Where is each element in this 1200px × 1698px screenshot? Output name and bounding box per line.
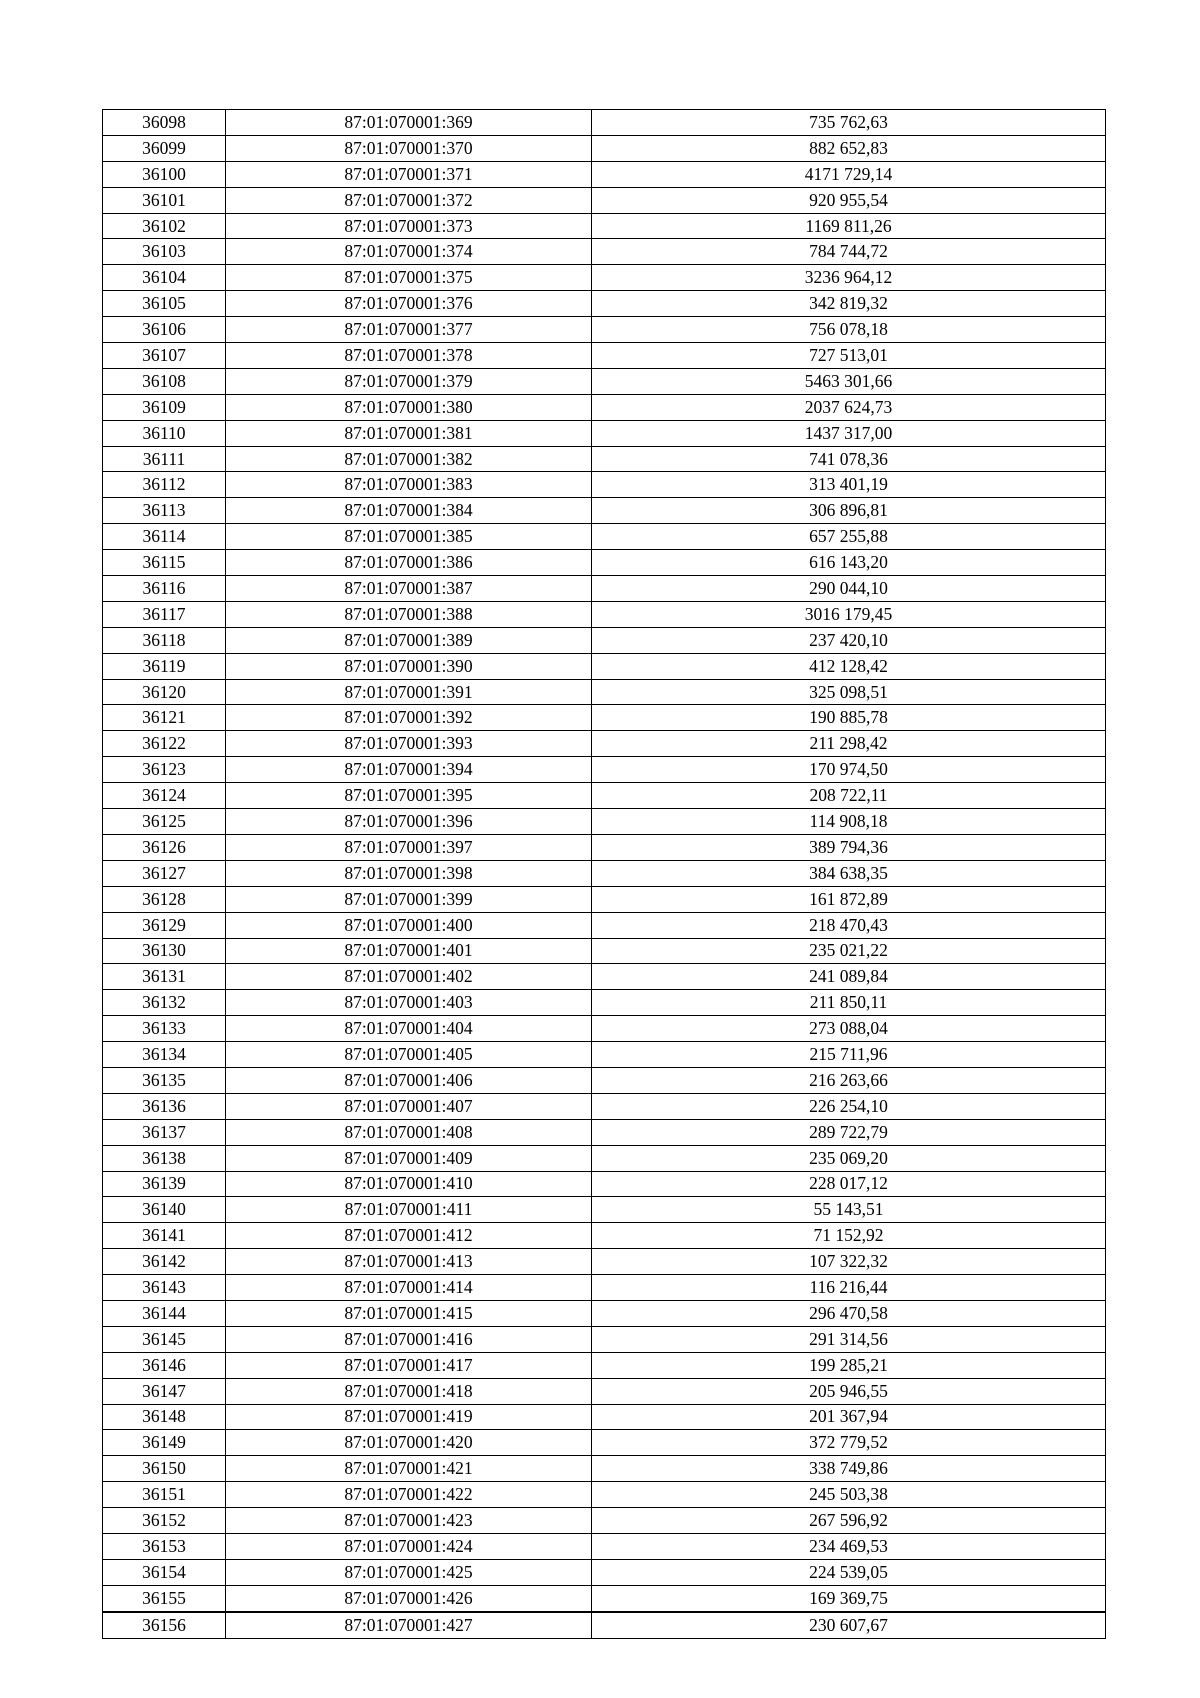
cadastral-number-cell: 87:01:070001:400 xyxy=(226,912,592,938)
cadastral-number-cell: 87:01:070001:372 xyxy=(226,187,592,213)
row-number-cell: 36122 xyxy=(103,731,226,757)
cadastral-value-cell: 230 607,67 xyxy=(592,1612,1106,1638)
row-number-cell: 36099 xyxy=(103,135,226,161)
cadastral-value-cell: 211 298,42 xyxy=(592,731,1106,757)
table-row xyxy=(103,1197,1106,1223)
row-number-cell: 36105 xyxy=(103,291,226,317)
row-number-cell: 36147 xyxy=(103,1378,226,1404)
table-row xyxy=(103,757,1106,783)
table-row xyxy=(103,1249,1106,1275)
cadastral-value-cell: 1169 811,26 xyxy=(592,213,1106,239)
row-number-cell: 36154 xyxy=(103,1559,226,1585)
table-row xyxy=(103,1456,1106,1482)
table-row xyxy=(103,705,1106,731)
cadastral-number-cell: 87:01:070001:425 xyxy=(226,1559,592,1585)
cadastral-value-cell: 306 896,81 xyxy=(592,498,1106,524)
cadastral-number-cell: 87:01:070001:395 xyxy=(226,783,592,809)
cadastral-number-cell: 87:01:070001:427 xyxy=(226,1612,592,1638)
table-row xyxy=(103,161,1106,187)
cadastral-value-cell: 190 885,78 xyxy=(592,705,1106,731)
row-number-cell: 36148 xyxy=(103,1404,226,1430)
cadastral-number-cell: 87:01:070001:370 xyxy=(226,135,592,161)
table-row xyxy=(103,1016,1106,1042)
cadastral-number-cell: 87:01:070001:404 xyxy=(226,1016,592,1042)
table-row xyxy=(103,239,1106,265)
cadastral-value-cell: 234 469,53 xyxy=(592,1533,1106,1559)
cadastral-number-cell: 87:01:070001:373 xyxy=(226,213,592,239)
cadastral-value-cell: 71 152,92 xyxy=(592,1223,1106,1249)
cadastral-value-cell: 338 749,86 xyxy=(592,1456,1106,1482)
cadastral-value-cell: 201 367,94 xyxy=(592,1404,1106,1430)
table-row xyxy=(103,1171,1106,1197)
cadastral-number-cell: 87:01:070001:386 xyxy=(226,550,592,576)
cadastral-number-cell: 87:01:070001:424 xyxy=(226,1533,592,1559)
cadastral-number-cell: 87:01:070001:410 xyxy=(226,1171,592,1197)
cadastral-number-cell: 87:01:070001:415 xyxy=(226,1300,592,1326)
table-row xyxy=(103,187,1106,213)
cadastral-value-cell: 224 539,05 xyxy=(592,1559,1106,1585)
row-number-cell: 36103 xyxy=(103,239,226,265)
row-number-cell: 36144 xyxy=(103,1300,226,1326)
table-row xyxy=(103,1508,1106,1534)
cadastral-value-cell: 389 794,36 xyxy=(592,834,1106,860)
cadastral-number-cell: 87:01:070001:371 xyxy=(226,161,592,187)
cadastral-value-cell: 228 017,12 xyxy=(592,1171,1106,1197)
table-row xyxy=(103,1223,1106,1249)
cadastral-number-cell: 87:01:070001:397 xyxy=(226,834,592,860)
cadastral-value-cell: 2037 624,73 xyxy=(592,394,1106,420)
cadastral-number-cell: 87:01:070001:406 xyxy=(226,1067,592,1093)
cadastral-number-cell: 87:01:070001:384 xyxy=(226,498,592,524)
table-row xyxy=(103,550,1106,576)
row-number-cell: 36110 xyxy=(103,420,226,446)
row-number-cell: 36138 xyxy=(103,1145,226,1171)
table-row xyxy=(103,1612,1106,1638)
cadastral-number-cell: 87:01:070001:385 xyxy=(226,524,592,550)
table-row xyxy=(103,1430,1106,1456)
cadastral-value-cell: 114 908,18 xyxy=(592,809,1106,835)
cadastral-number-cell: 87:01:070001:396 xyxy=(226,809,592,835)
cadastral-number-cell: 87:01:070001:409 xyxy=(226,1145,592,1171)
cadastral-number-cell: 87:01:070001:381 xyxy=(226,420,592,446)
row-number-cell: 36111 xyxy=(103,446,226,472)
row-number-cell: 36131 xyxy=(103,964,226,990)
row-number-cell: 36102 xyxy=(103,213,226,239)
cadastral-value-cell: 882 652,83 xyxy=(592,135,1106,161)
row-number-cell: 36132 xyxy=(103,990,226,1016)
row-number-cell: 36124 xyxy=(103,783,226,809)
row-number-cell: 36141 xyxy=(103,1223,226,1249)
table-row xyxy=(103,627,1106,653)
cadastral-value-table xyxy=(102,109,1106,1639)
cadastral-number-cell: 87:01:070001:394 xyxy=(226,757,592,783)
cadastral-value-cell: 784 744,72 xyxy=(592,239,1106,265)
cadastral-value-cell: 657 255,88 xyxy=(592,524,1106,550)
row-number-cell: 36121 xyxy=(103,705,226,731)
cadastral-number-cell: 87:01:070001:403 xyxy=(226,990,592,1016)
row-number-cell: 36146 xyxy=(103,1352,226,1378)
cadastral-value-cell: 273 088,04 xyxy=(592,1016,1106,1042)
cadastral-value-cell: 342 819,32 xyxy=(592,291,1106,317)
cadastral-value-cell: 5463 301,66 xyxy=(592,368,1106,394)
cadastral-number-cell: 87:01:070001:391 xyxy=(226,679,592,705)
table-row xyxy=(103,834,1106,860)
cadastral-number-cell: 87:01:070001:393 xyxy=(226,731,592,757)
row-number-cell: 36145 xyxy=(103,1326,226,1352)
cadastral-value-cell: 199 285,21 xyxy=(592,1352,1106,1378)
table-row xyxy=(103,938,1106,964)
table-row xyxy=(103,912,1106,938)
table-row xyxy=(103,1378,1106,1404)
cadastral-number-cell: 87:01:070001:411 xyxy=(226,1197,592,1223)
table-row xyxy=(103,1533,1106,1559)
cadastral-number-cell: 87:01:070001:401 xyxy=(226,938,592,964)
table-row xyxy=(103,783,1106,809)
table-row xyxy=(103,990,1106,1016)
row-number-cell: 36098 xyxy=(103,110,226,136)
row-number-cell: 36104 xyxy=(103,265,226,291)
table-row xyxy=(103,1145,1106,1171)
row-number-cell: 36107 xyxy=(103,343,226,369)
row-number-cell: 36101 xyxy=(103,187,226,213)
table-row xyxy=(103,1300,1106,1326)
table-row xyxy=(103,809,1106,835)
cadastral-value-cell: 3016 179,45 xyxy=(592,601,1106,627)
table-row xyxy=(103,472,1106,498)
cadastral-number-cell: 87:01:070001:374 xyxy=(226,239,592,265)
table-row xyxy=(103,1404,1106,1430)
row-number-cell: 36137 xyxy=(103,1119,226,1145)
cadastral-value-cell: 756 078,18 xyxy=(592,317,1106,343)
row-number-cell: 36109 xyxy=(103,394,226,420)
row-number-cell: 36117 xyxy=(103,601,226,627)
cadastral-number-cell: 87:01:070001:426 xyxy=(226,1585,592,1611)
cadastral-value-cell: 241 089,84 xyxy=(592,964,1106,990)
cadastral-value-cell: 384 638,35 xyxy=(592,860,1106,886)
cadastral-value-cell: 4171 729,14 xyxy=(592,161,1106,187)
cadastral-number-cell: 87:01:070001:418 xyxy=(226,1378,592,1404)
cadastral-number-cell: 87:01:070001:399 xyxy=(226,886,592,912)
cadastral-number-cell: 87:01:070001:412 xyxy=(226,1223,592,1249)
cadastral-number-cell: 87:01:070001:378 xyxy=(226,343,592,369)
table-row xyxy=(103,1119,1106,1145)
cadastral-number-cell: 87:01:070001:420 xyxy=(226,1430,592,1456)
row-number-cell: 36125 xyxy=(103,809,226,835)
cadastral-number-cell: 87:01:070001:402 xyxy=(226,964,592,990)
table-row xyxy=(103,420,1106,446)
cadastral-value-cell: 116 216,44 xyxy=(592,1275,1106,1301)
cadastral-value-cell: 313 401,19 xyxy=(592,472,1106,498)
cadastral-value-cell: 920 955,54 xyxy=(592,187,1106,213)
table-row xyxy=(103,731,1106,757)
row-number-cell: 36113 xyxy=(103,498,226,524)
row-number-cell: 36151 xyxy=(103,1482,226,1508)
table-row xyxy=(103,576,1106,602)
cadastral-value-cell: 107 322,32 xyxy=(592,1249,1106,1275)
row-number-cell: 36153 xyxy=(103,1533,226,1559)
cadastral-number-cell: 87:01:070001:387 xyxy=(226,576,592,602)
cadastral-value-cell: 237 420,10 xyxy=(592,627,1106,653)
row-number-cell: 36129 xyxy=(103,912,226,938)
cadastral-value-cell: 727 513,01 xyxy=(592,343,1106,369)
cadastral-value-cell: 3236 964,12 xyxy=(592,265,1106,291)
cadastral-number-cell: 87:01:070001:377 xyxy=(226,317,592,343)
table-row xyxy=(103,368,1106,394)
cadastral-value-cell: 372 779,52 xyxy=(592,1430,1106,1456)
table-row xyxy=(103,135,1106,161)
table-body xyxy=(103,110,1106,1639)
table-row xyxy=(103,1352,1106,1378)
table-row xyxy=(103,601,1106,627)
row-number-cell: 36130 xyxy=(103,938,226,964)
row-number-cell: 36135 xyxy=(103,1067,226,1093)
cadastral-value-cell: 412 128,42 xyxy=(592,653,1106,679)
table-row xyxy=(103,1326,1106,1352)
row-number-cell: 36119 xyxy=(103,653,226,679)
row-number-cell: 36134 xyxy=(103,1042,226,1068)
row-number-cell: 36143 xyxy=(103,1275,226,1301)
cadastral-number-cell: 87:01:070001:423 xyxy=(226,1508,592,1534)
cadastral-number-cell: 87:01:070001:416 xyxy=(226,1326,592,1352)
table-row xyxy=(103,524,1106,550)
cadastral-number-cell: 87:01:070001:407 xyxy=(226,1093,592,1119)
cadastral-value-cell: 208 722,11 xyxy=(592,783,1106,809)
cadastral-value-cell: 290 044,10 xyxy=(592,576,1106,602)
row-number-cell: 36155 xyxy=(103,1585,226,1611)
cadastral-value-cell: 169 369,75 xyxy=(592,1585,1106,1611)
cadastral-value-cell: 741 078,36 xyxy=(592,446,1106,472)
row-number-cell: 36149 xyxy=(103,1430,226,1456)
cadastral-number-cell: 87:01:070001:398 xyxy=(226,860,592,886)
cadastral-value-cell: 616 143,20 xyxy=(592,550,1106,576)
cadastral-value-cell: 205 946,55 xyxy=(592,1378,1106,1404)
row-number-cell: 36152 xyxy=(103,1508,226,1534)
table-row xyxy=(103,110,1106,136)
row-number-cell: 36156 xyxy=(103,1612,226,1638)
cadastral-number-cell: 87:01:070001:379 xyxy=(226,368,592,394)
cadastral-number-cell: 87:01:070001:421 xyxy=(226,1456,592,1482)
cadastral-number-cell: 87:01:070001:375 xyxy=(226,265,592,291)
table-row xyxy=(103,265,1106,291)
cadastral-number-cell: 87:01:070001:419 xyxy=(226,1404,592,1430)
cadastral-value-cell: 55 143,51 xyxy=(592,1197,1106,1223)
cadastral-number-cell: 87:01:070001:392 xyxy=(226,705,592,731)
row-number-cell: 36108 xyxy=(103,368,226,394)
row-number-cell: 36139 xyxy=(103,1171,226,1197)
cadastral-value-cell: 267 596,92 xyxy=(592,1508,1106,1534)
table-row xyxy=(103,679,1106,705)
row-number-cell: 36142 xyxy=(103,1249,226,1275)
cadastral-number-cell: 87:01:070001:408 xyxy=(226,1119,592,1145)
cadastral-value-cell: 245 503,38 xyxy=(592,1482,1106,1508)
row-number-cell: 36150 xyxy=(103,1456,226,1482)
cadastral-number-cell: 87:01:070001:382 xyxy=(226,446,592,472)
cadastral-number-cell: 87:01:070001:376 xyxy=(226,291,592,317)
table-row xyxy=(103,886,1106,912)
cadastral-value-cell: 211 850,11 xyxy=(592,990,1106,1016)
table-row xyxy=(103,1275,1106,1301)
cadastral-number-cell: 87:01:070001:383 xyxy=(226,472,592,498)
row-number-cell: 36114 xyxy=(103,524,226,550)
table-row xyxy=(103,446,1106,472)
cadastral-value-cell: 296 470,58 xyxy=(592,1300,1106,1326)
table-row xyxy=(103,1482,1106,1508)
row-number-cell: 36136 xyxy=(103,1093,226,1119)
cadastral-number-cell: 87:01:070001:388 xyxy=(226,601,592,627)
row-number-cell: 36118 xyxy=(103,627,226,653)
cadastral-value-cell: 291 314,56 xyxy=(592,1326,1106,1352)
table-row xyxy=(103,860,1106,886)
cadastral-value-cell: 235 069,20 xyxy=(592,1145,1106,1171)
cadastral-number-cell: 87:01:070001:390 xyxy=(226,653,592,679)
table-row xyxy=(103,498,1106,524)
table-row xyxy=(103,1559,1106,1585)
cadastral-value-cell: 218 470,43 xyxy=(592,912,1106,938)
row-number-cell: 36133 xyxy=(103,1016,226,1042)
row-number-cell: 36123 xyxy=(103,757,226,783)
cadastral-value-cell: 1437 317,00 xyxy=(592,420,1106,446)
table-row xyxy=(103,213,1106,239)
table-row xyxy=(103,1067,1106,1093)
table-row xyxy=(103,653,1106,679)
cadastral-number-cell: 87:01:070001:417 xyxy=(226,1352,592,1378)
row-number-cell: 36112 xyxy=(103,472,226,498)
cadastral-value-cell: 235 021,22 xyxy=(592,938,1106,964)
cadastral-value-cell: 325 098,51 xyxy=(592,679,1106,705)
cadastral-number-cell: 87:01:070001:413 xyxy=(226,1249,592,1275)
table-row xyxy=(103,317,1106,343)
row-number-cell: 36127 xyxy=(103,860,226,886)
cadastral-value-cell: 170 974,50 xyxy=(592,757,1106,783)
row-number-cell: 36120 xyxy=(103,679,226,705)
cadastral-value-cell: 735 762,63 xyxy=(592,110,1106,136)
table-row xyxy=(103,343,1106,369)
row-number-cell: 36126 xyxy=(103,834,226,860)
cadastral-number-cell: 87:01:070001:369 xyxy=(226,110,592,136)
cadastral-number-cell: 87:01:070001:414 xyxy=(226,1275,592,1301)
row-number-cell: 36106 xyxy=(103,317,226,343)
cadastral-value-cell: 161 872,89 xyxy=(592,886,1106,912)
table-row xyxy=(103,394,1106,420)
table-row xyxy=(103,1585,1106,1611)
cadastral-value-cell: 215 711,96 xyxy=(592,1042,1106,1068)
table-row xyxy=(103,291,1106,317)
cadastral-value-cell: 289 722,79 xyxy=(592,1119,1106,1145)
cadastral-number-cell: 87:01:070001:405 xyxy=(226,1042,592,1068)
row-number-cell: 36116 xyxy=(103,576,226,602)
cadastral-number-cell: 87:01:070001:380 xyxy=(226,394,592,420)
table-row xyxy=(103,1042,1106,1068)
table-row xyxy=(103,964,1106,990)
cadastral-number-cell: 87:01:070001:422 xyxy=(226,1482,592,1508)
cadastral-value-cell: 226 254,10 xyxy=(592,1093,1106,1119)
cadastral-value-cell: 216 263,66 xyxy=(592,1067,1106,1093)
row-number-cell: 36115 xyxy=(103,550,226,576)
table-row xyxy=(103,1093,1106,1119)
row-number-cell: 36128 xyxy=(103,886,226,912)
cadastral-number-cell: 87:01:070001:389 xyxy=(226,627,592,653)
row-number-cell: 36100 xyxy=(103,161,226,187)
row-number-cell: 36140 xyxy=(103,1197,226,1223)
